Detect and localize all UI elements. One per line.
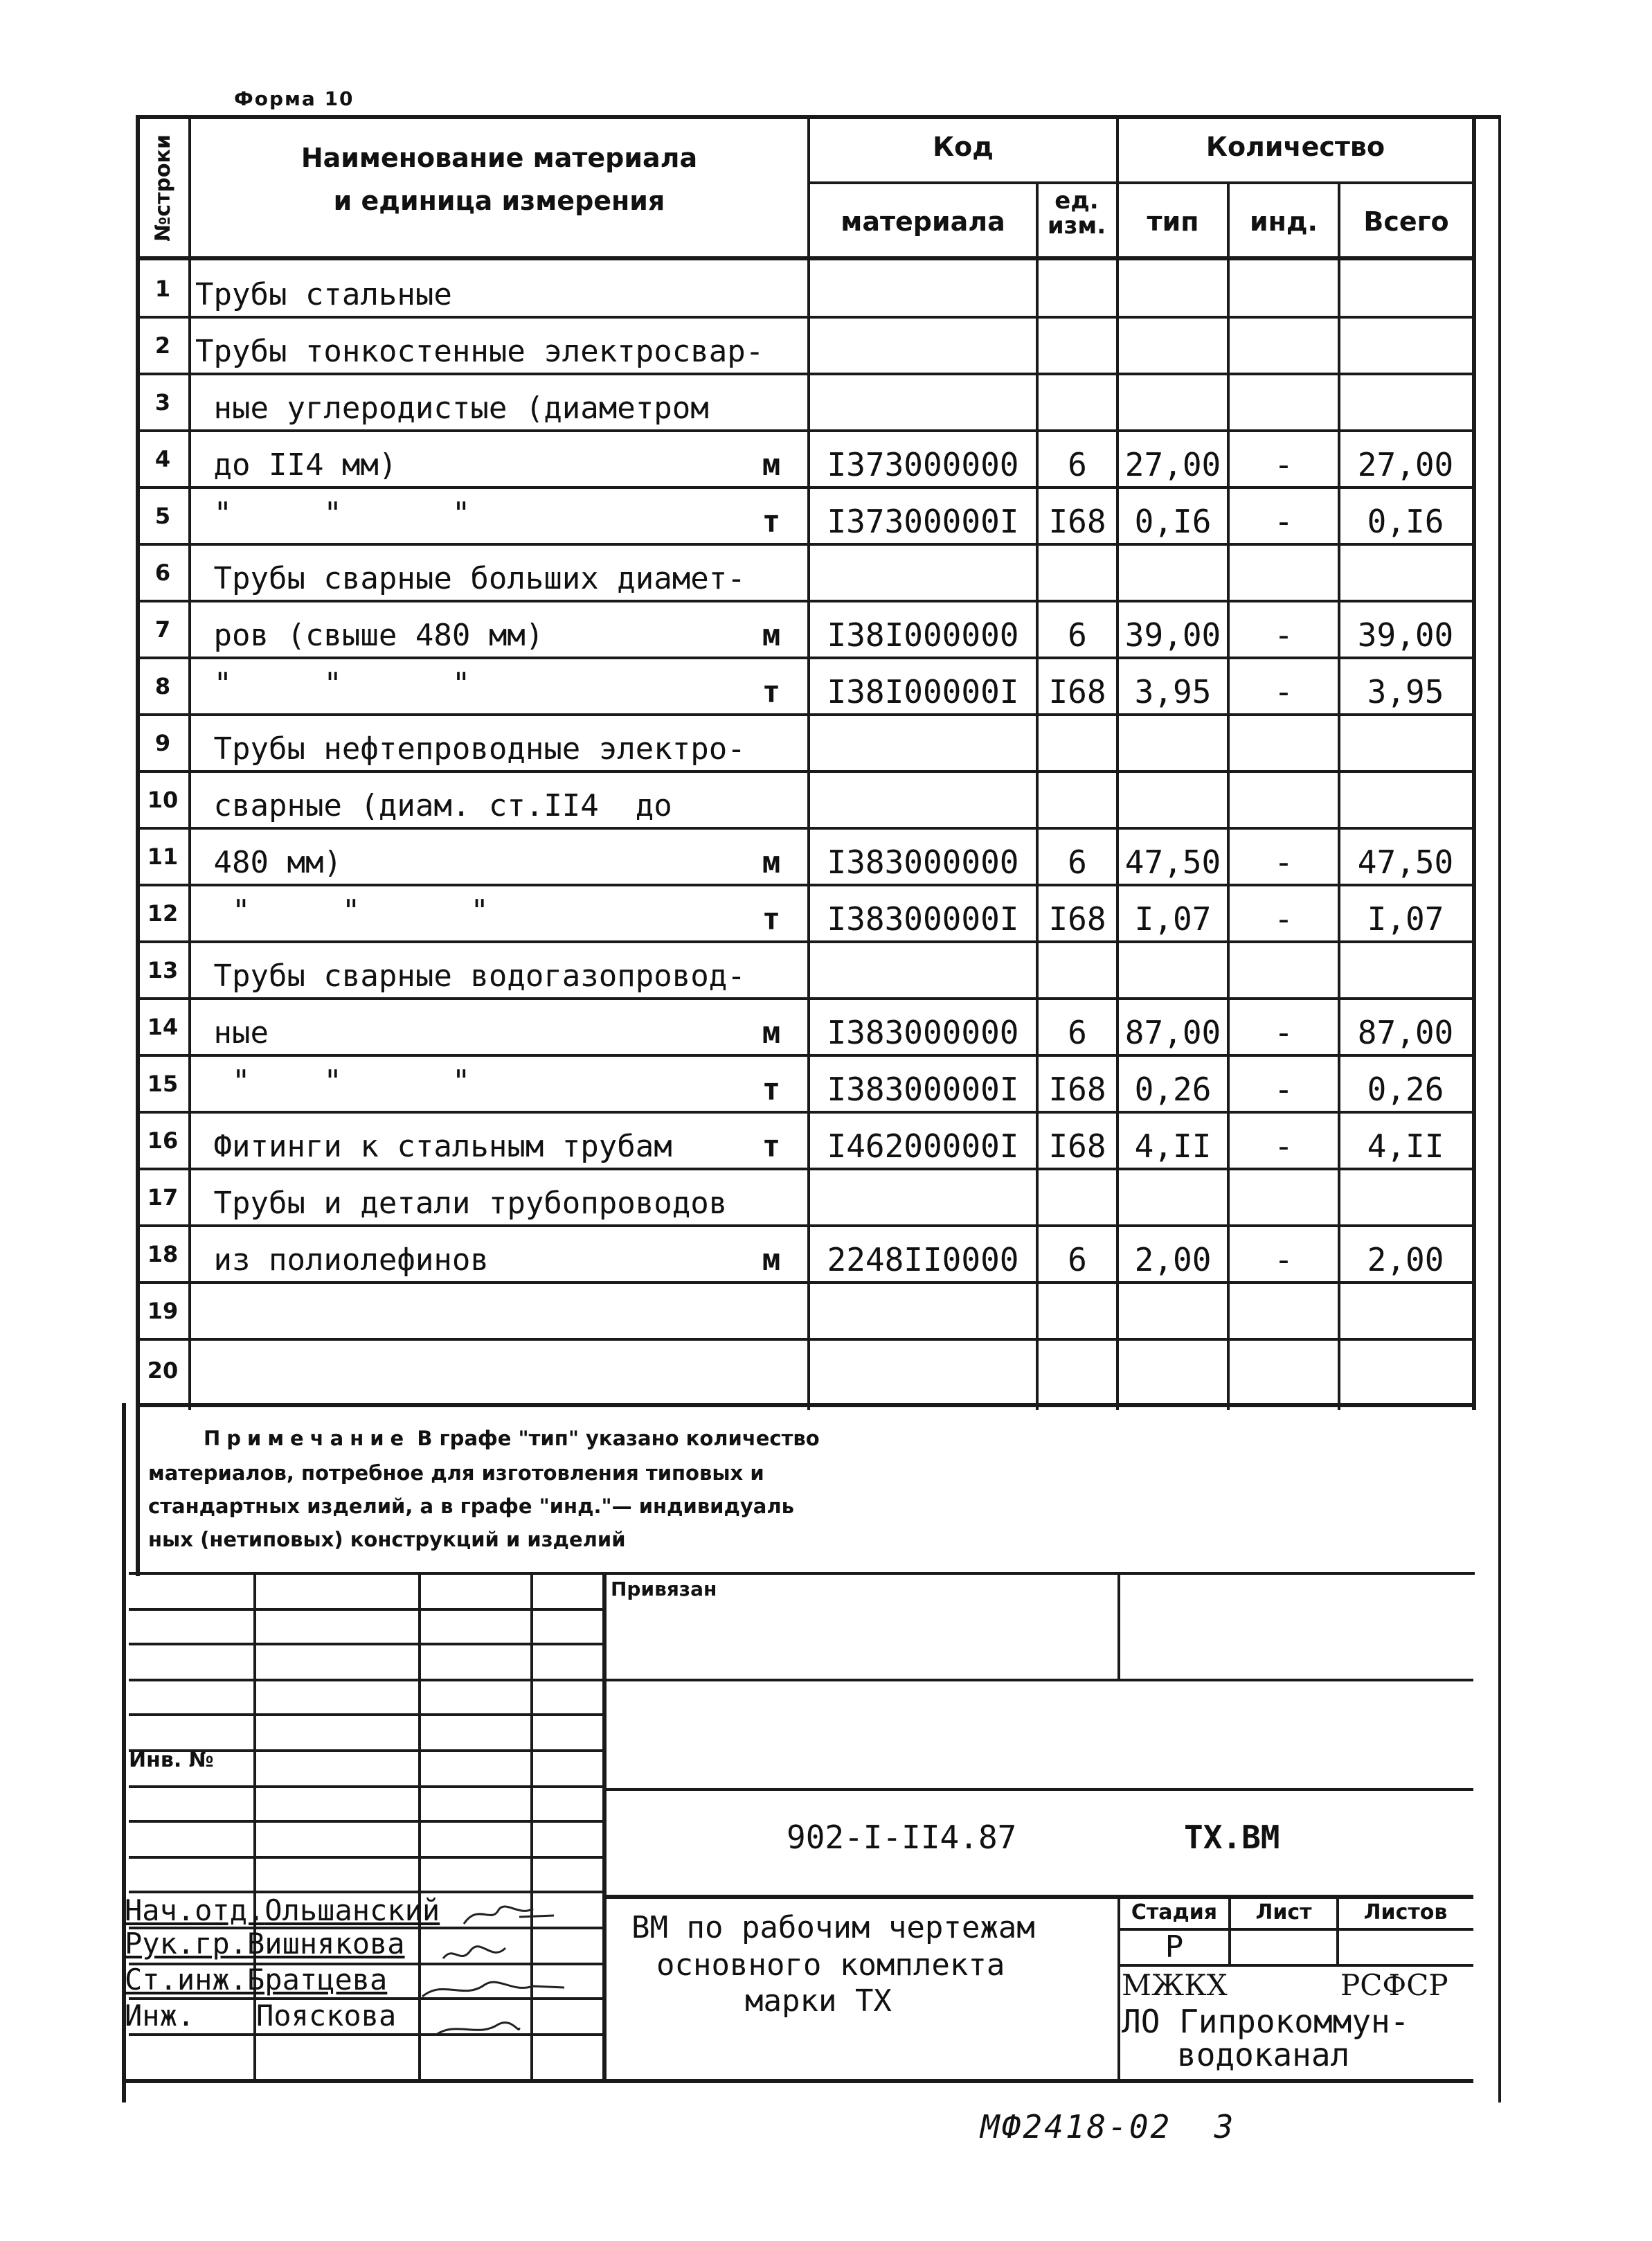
- signature-row: [125, 1893, 440, 1927]
- row-number: 2: [154, 332, 171, 359]
- row-number: 12: [147, 900, 179, 927]
- total-qty: 3,95: [1367, 673, 1444, 711]
- row-number: 20: [147, 1357, 179, 1384]
- unit-code-header: ед. изм.: [1047, 187, 1106, 240]
- material-code: I46200000I: [827, 1127, 1019, 1165]
- row-number: 4: [154, 446, 171, 472]
- row-number: 6: [154, 560, 171, 586]
- row-number: 7: [154, 616, 171, 643]
- material-name: " " ": [195, 893, 489, 929]
- total-qty: I,07: [1367, 900, 1444, 938]
- row-number: 3: [154, 389, 171, 416]
- unit-code: 6: [1068, 446, 1087, 483]
- name-header-line1: Наименование материала: [300, 143, 698, 173]
- material-code: I38300000I: [827, 1071, 1019, 1108]
- row-number: 17: [147, 1184, 179, 1211]
- material-name: ные углеродистые (диаметром: [195, 391, 709, 426]
- total-qty: 2,00: [1367, 1241, 1444, 1278]
- document-mark: ТХ.ВМ: [1184, 1819, 1280, 1856]
- document-title-line1: ВМ по рабочим чертежам: [631, 1910, 1035, 1945]
- individual-qty: -: [1274, 673, 1293, 711]
- individual-qty: -: [1274, 843, 1293, 881]
- stage-label: Стадия: [1131, 1900, 1218, 1925]
- sheet-label: Лист: [1255, 1900, 1312, 1925]
- unit-code: 6: [1068, 843, 1087, 881]
- individual-qty: -: [1274, 1241, 1293, 1278]
- org-name-line1: ЛО Гипрокоммун-: [1122, 2003, 1410, 2040]
- note-line-4: ных (нетиповых) конструкций и изделий: [148, 1528, 626, 1551]
- material-name: 480 мм): [195, 845, 342, 880]
- signature-role: Нач.отд.: [125, 1893, 265, 1927]
- row-number: 14: [147, 1014, 179, 1040]
- material-name: сварные (диам. ст.II4 до: [195, 788, 672, 823]
- material-name: " " ": [195, 496, 471, 531]
- type-qty: 4,II: [1134, 1127, 1212, 1165]
- document-title-line3: марки ТХ: [745, 1983, 892, 2019]
- unit: м: [762, 618, 781, 653]
- note-label: Примечание: [204, 1427, 411, 1450]
- row-number: 19: [147, 1298, 179, 1324]
- material-name: Трубы и детали трубопроводов: [195, 1186, 728, 1221]
- unit-code: I68: [1048, 1071, 1106, 1108]
- material-name: Трубы стальные: [195, 277, 452, 312]
- individual-qty: -: [1274, 446, 1293, 483]
- type-header: тип: [1147, 206, 1199, 237]
- material-name: до II4 мм): [195, 447, 397, 483]
- unit: т: [762, 1129, 781, 1164]
- signature-name: Пояскова: [256, 1999, 397, 2033]
- row-number: 5: [154, 503, 171, 529]
- row-number: 11: [147, 843, 179, 870]
- unit: м: [762, 447, 781, 483]
- unit: м: [762, 1015, 781, 1051]
- note-text: В графе "тип" указано количество: [410, 1427, 820, 1450]
- individual-qty: -: [1274, 503, 1293, 540]
- type-qty: I,07: [1134, 900, 1212, 938]
- signature-role: Ст.инж.: [125, 1963, 248, 1997]
- type-qty: 87,00: [1124, 1014, 1221, 1051]
- signature-row: [125, 1963, 387, 1997]
- form-number: Форма 10: [234, 87, 354, 110]
- material-name: " " ": [195, 666, 471, 702]
- row-number: 16: [147, 1127, 179, 1154]
- unit-code: I68: [1048, 1127, 1106, 1165]
- material-name: из полиолефинов: [195, 1242, 489, 1278]
- note-line-3: стандартных изделий, а в графе "инд."— индивидуаль: [148, 1494, 794, 1518]
- material-code: I37300000I: [827, 503, 1019, 540]
- sheets-label: Листов: [1363, 1900, 1448, 1925]
- privyazan-label: Привязан: [611, 1578, 717, 1600]
- total-qty: 87,00: [1357, 1014, 1454, 1051]
- row-number-header: №строки: [150, 134, 175, 242]
- material-code: I383000000: [827, 843, 1019, 881]
- material-name: Фитинги к стальным трубам: [195, 1129, 672, 1164]
- type-qty: 3,95: [1134, 673, 1212, 711]
- unit: м: [762, 845, 781, 880]
- total-header: Всего: [1363, 206, 1449, 237]
- type-qty: 27,00: [1124, 446, 1221, 483]
- org-name-line2: водоканал: [1177, 2036, 1350, 2073]
- stage-value: Р: [1165, 1929, 1184, 1965]
- total-qty: 39,00: [1357, 616, 1454, 654]
- signature-row: [125, 1927, 405, 1961]
- material-code: I38I00000I: [827, 673, 1019, 711]
- row-number: 15: [147, 1071, 179, 1097]
- total-qty: 0,I6: [1367, 503, 1444, 540]
- type-qty: 0,I6: [1134, 503, 1212, 540]
- signature-row: [125, 1999, 396, 2033]
- row-number: 9: [154, 730, 171, 756]
- material-code: I38I000000: [827, 616, 1019, 654]
- org-ministry: МЖКХ: [1122, 1968, 1228, 2002]
- material-code: I38300000I: [827, 900, 1019, 938]
- type-qty: 0,26: [1134, 1071, 1212, 1108]
- individual-qty: -: [1274, 900, 1293, 938]
- note-line-1: [204, 1427, 820, 1450]
- row-number: 13: [147, 957, 179, 983]
- inventory-number-label: Инв. №: [129, 1748, 214, 1772]
- material-code: I383000000: [827, 1014, 1019, 1051]
- name-header-line2: и единица измерения: [333, 186, 665, 216]
- document-title-line2: основного комплекта: [656, 1947, 1005, 1983]
- individual-header: инд.: [1249, 206, 1318, 237]
- org-republic: РСФСР: [1340, 1968, 1448, 2002]
- unit-code: 6: [1068, 1241, 1087, 1278]
- unit-code: I68: [1048, 503, 1106, 540]
- type-qty: 2,00: [1134, 1241, 1212, 1278]
- signature-name: Братцева: [247, 1963, 388, 1997]
- unit: т: [762, 504, 781, 539]
- material-name: ров (свыше 480 мм): [195, 618, 544, 653]
- unit-code: 6: [1068, 616, 1087, 654]
- archive-code: МФ2418-02 3: [980, 2108, 1236, 2145]
- unit-code: 6: [1068, 1014, 1087, 1051]
- signature-name: Ольшанский: [264, 1893, 440, 1927]
- unit-code: I68: [1048, 900, 1106, 938]
- total-qty: 27,00: [1357, 446, 1454, 483]
- material-code-header: материала: [841, 206, 1005, 237]
- signature-role: Инж.: [125, 1999, 195, 2033]
- row-number: 8: [154, 673, 171, 699]
- type-qty: 39,00: [1124, 616, 1221, 654]
- row-number: 1: [154, 276, 171, 302]
- signature-scribbles: [415, 1896, 595, 2076]
- signature-name: Вишнякова: [247, 1927, 405, 1961]
- signature-role: Рук.гр.: [125, 1927, 248, 1961]
- material-code: 2248II0000: [827, 1241, 1019, 1278]
- individual-qty: -: [1274, 1127, 1293, 1165]
- document-code: 902-I-II4.87: [787, 1819, 1017, 1856]
- material-name: Трубы сварные больших диамет-: [195, 561, 746, 596]
- unit-code: I68: [1048, 673, 1106, 711]
- material-code: I373000000: [827, 446, 1019, 483]
- total-qty: 4,II: [1367, 1127, 1444, 1165]
- individual-qty: -: [1274, 1071, 1293, 1108]
- material-name: Трубы тонкостенные электросвар-: [195, 334, 764, 369]
- note-line-2: материалов, потребное для изготовления типовых и: [148, 1461, 764, 1485]
- unit: м: [762, 1242, 781, 1278]
- individual-qty: -: [1274, 1014, 1293, 1051]
- material-name: Трубы нефтепроводные электро-: [195, 731, 746, 767]
- unit: т: [762, 902, 781, 937]
- unit: т: [762, 1072, 781, 1107]
- row-number: 10: [147, 787, 179, 813]
- code-header: Код: [933, 132, 994, 162]
- quantity-header: Количество: [1205, 132, 1385, 162]
- material-name: ные: [195, 1015, 269, 1051]
- material-name: " " ": [195, 1064, 471, 1099]
- total-qty: 47,50: [1357, 843, 1454, 881]
- material-name: Трубы сварные водогазопровод-: [195, 958, 746, 994]
- individual-qty: -: [1274, 616, 1293, 654]
- row-number: 18: [147, 1241, 179, 1267]
- unit: т: [762, 675, 781, 710]
- total-qty: 0,26: [1367, 1071, 1444, 1108]
- type-qty: 47,50: [1124, 843, 1221, 881]
